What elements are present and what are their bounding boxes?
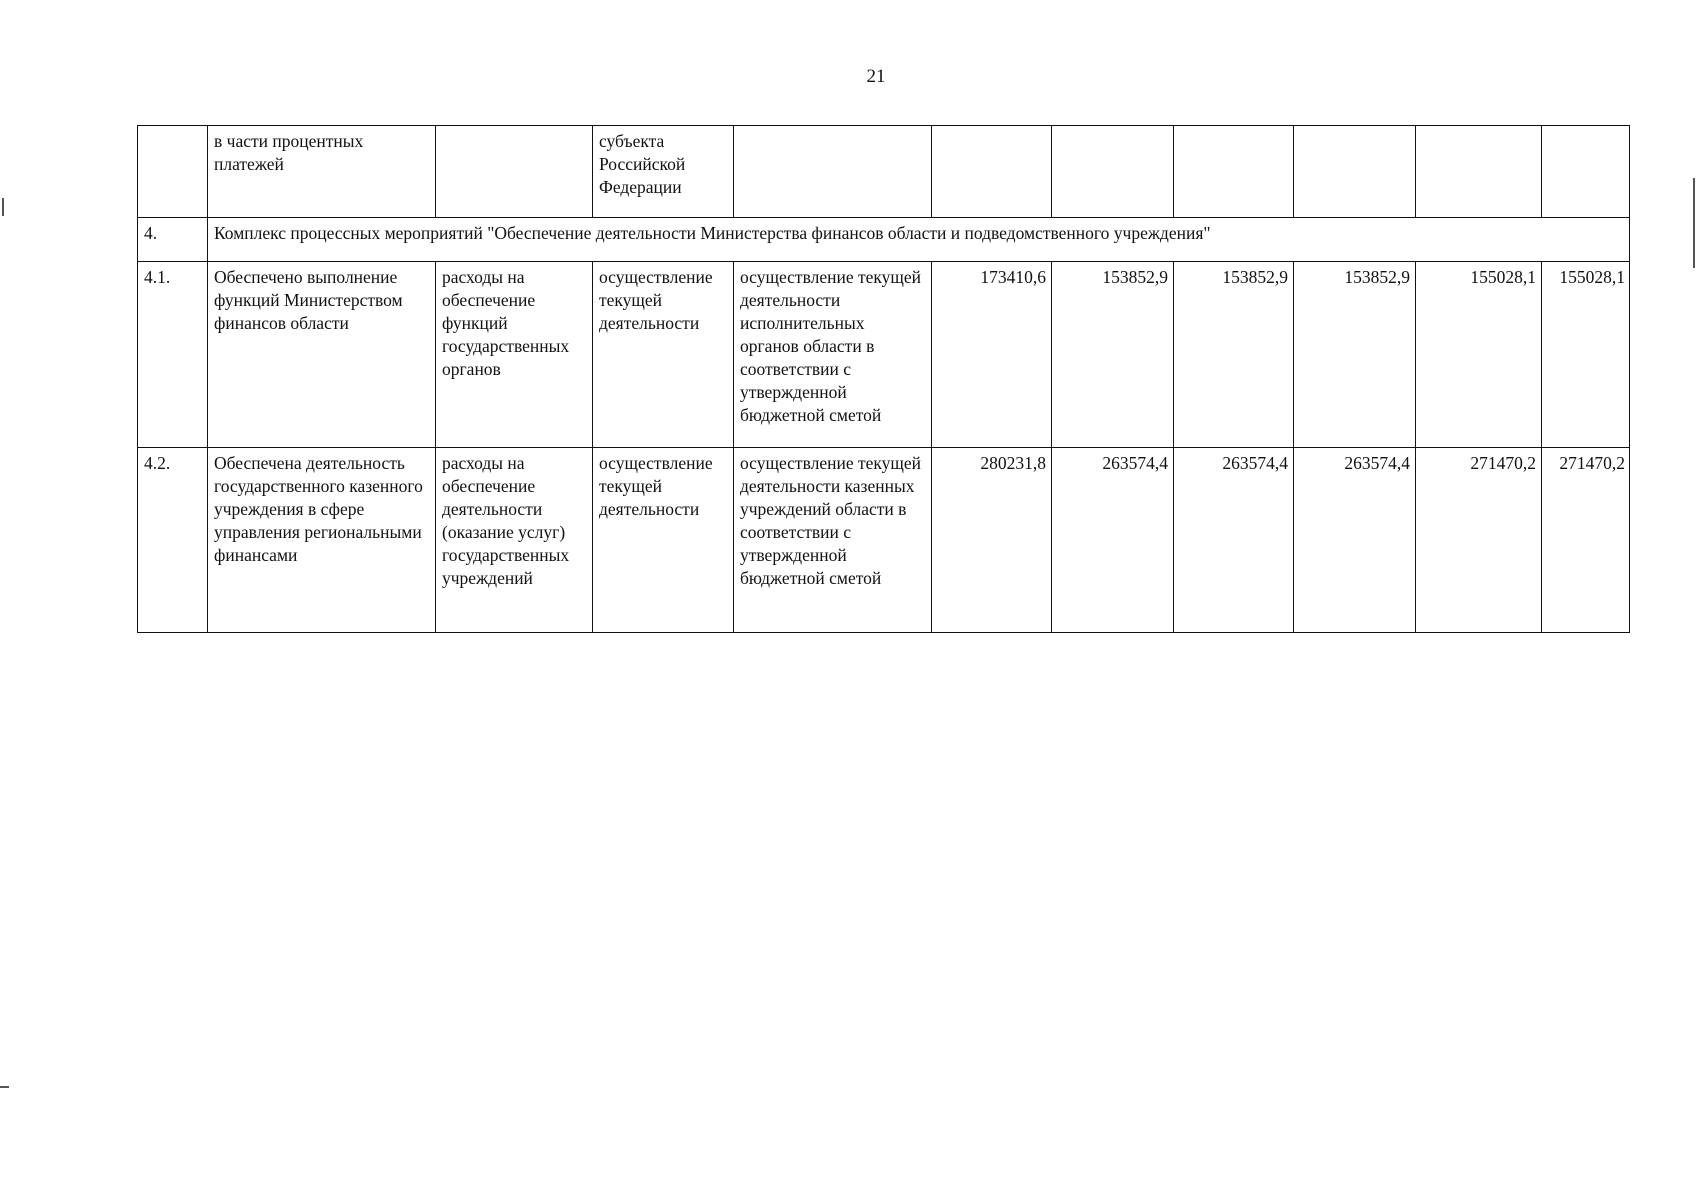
table-row-continuation <box>138 126 1630 218</box>
cell-result-name: Обеспечена деятельность государственного казенного учреждения в сфере управления региональными финансами <box>208 448 436 633</box>
cell-row-number: 4.2. <box>138 448 208 633</box>
cell-value: 155028,1 <box>1542 262 1630 448</box>
cell-value: 153852,9 <box>1052 262 1174 448</box>
cell-row-number <box>138 126 208 218</box>
cell-value: 153852,9 <box>1174 262 1294 448</box>
cell-activity-type: субъекта Российской Федерации <box>593 126 734 218</box>
cell-value <box>1542 126 1630 218</box>
table-row-4-1 <box>138 262 1630 448</box>
scan-mark-left-bottom <box>0 1086 9 1088</box>
scan-mark-left <box>2 198 4 216</box>
cell-value: 263574,4 <box>1052 448 1174 633</box>
cell-section-title: Комплекс процессных мероприятий "Обеспечение деятельности Министерства финансов области и подведомственного учреждения" <box>208 218 1630 262</box>
cell-value: 153852,9 <box>1294 262 1416 448</box>
cell-section-number: 4. <box>138 218 208 262</box>
cell-value <box>932 126 1052 218</box>
table-row-section-4 <box>138 218 1630 262</box>
cell-description <box>734 126 932 218</box>
cell-value: 263574,4 <box>1174 448 1294 633</box>
cell-activity-type: осуществление текущей деятельности <box>593 262 734 448</box>
cell-result-name: Обеспечено выполнение функций Министерством финансов области <box>208 262 436 448</box>
program-activities-table <box>137 125 1630 633</box>
cell-value <box>1052 126 1174 218</box>
cell-result-name: в части процентных платежей <box>208 126 436 218</box>
cell-description: осуществление текущей деятельности исполнительных органов области в соответствии с утвержденной бюджетной сметой <box>734 262 932 448</box>
cell-activity-type: осуществление текущей деятельности <box>593 448 734 633</box>
cell-value <box>1416 126 1542 218</box>
page-number: 21 <box>866 66 886 87</box>
cell-value <box>1294 126 1416 218</box>
cell-description: осуществление текущей деятельности казенных учреждений области в соответствии с утвержденной бюджетной сметой <box>734 448 932 633</box>
cell-expense-type <box>436 126 593 218</box>
cell-value: 271470,2 <box>1542 448 1630 633</box>
cell-value: 173410,6 <box>932 262 1052 448</box>
cell-value: 155028,1 <box>1416 262 1542 448</box>
cell-value: 263574,4 <box>1294 448 1416 633</box>
cell-row-number: 4.1. <box>138 262 208 448</box>
cell-value <box>1174 126 1294 218</box>
cell-value: 280231,8 <box>932 448 1052 633</box>
table-row-4-2 <box>138 448 1630 633</box>
cell-expense-type: расходы на обеспечение деятельности (оказание услуг) государственных учреждений <box>436 448 593 633</box>
cell-expense-type: расходы на обеспечение функций государственных органов <box>436 262 593 448</box>
scan-mark-right <box>1693 178 1695 268</box>
cell-value: 271470,2 <box>1416 448 1542 633</box>
